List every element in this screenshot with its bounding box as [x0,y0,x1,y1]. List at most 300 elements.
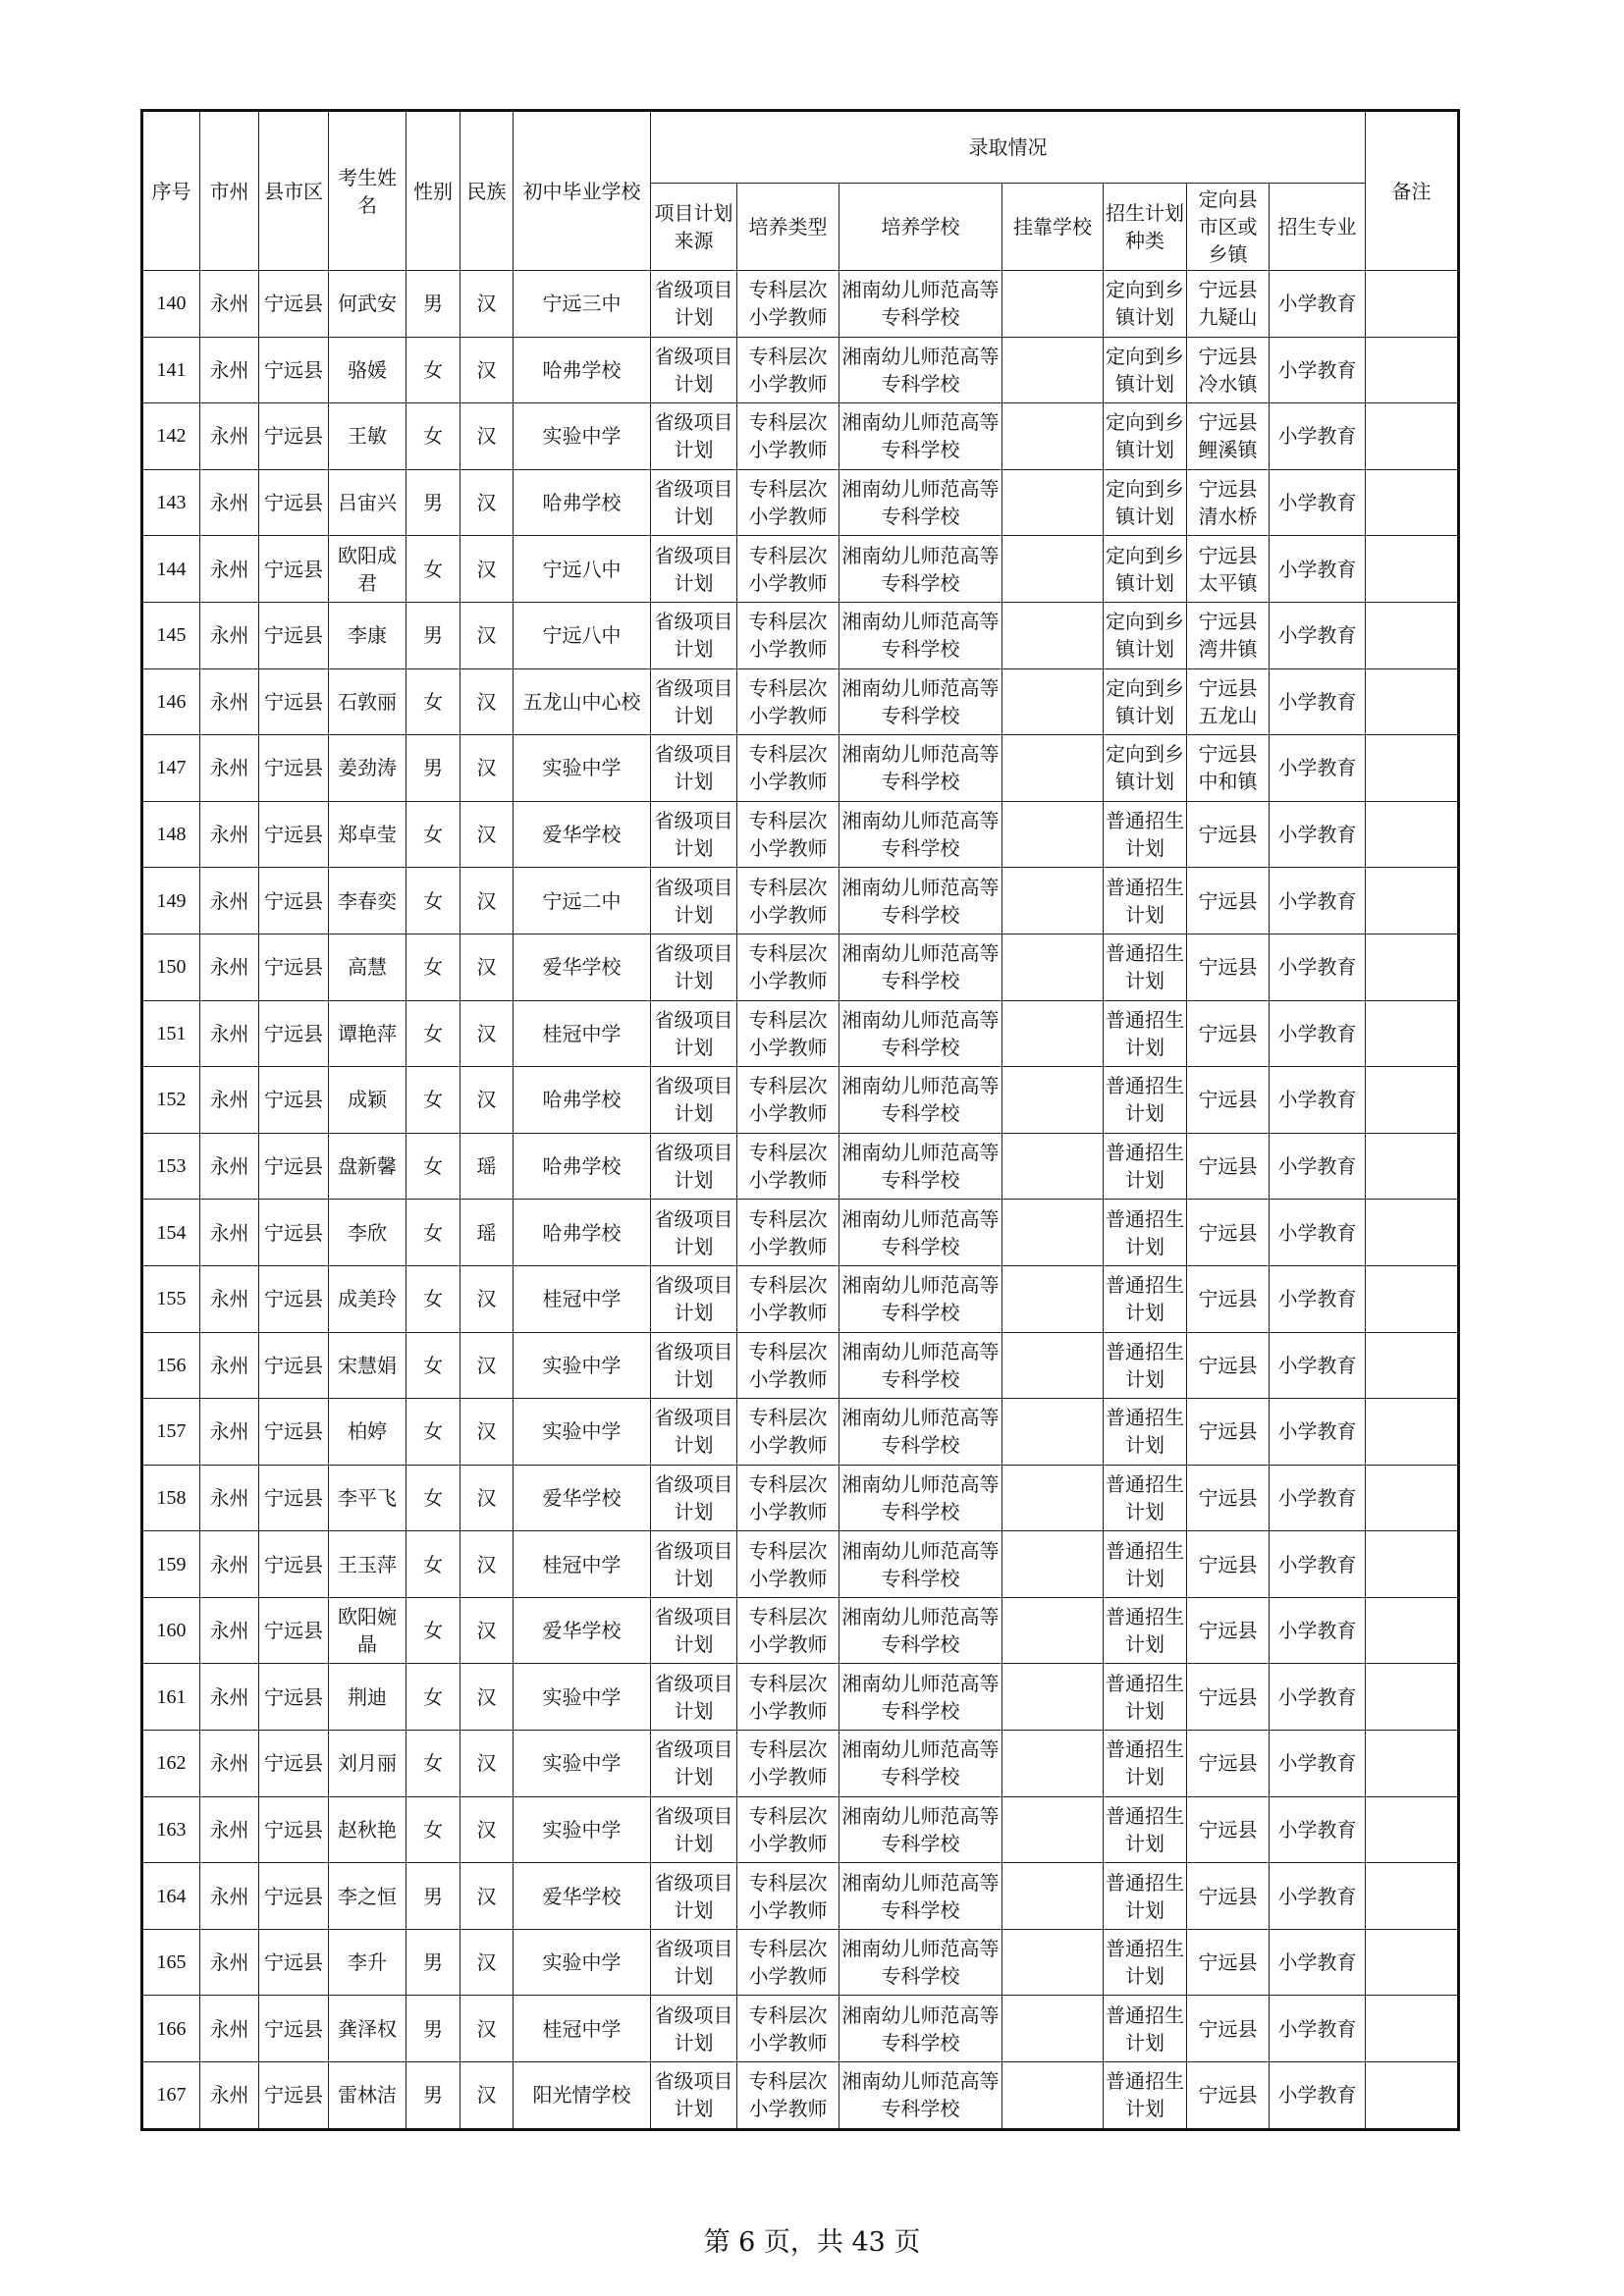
remarks-cell [1366,1465,1459,1531]
table-row [142,1664,1459,1731]
major-cell-text: 小学教育 [1277,1751,1357,1776]
training-school-cell [839,934,1002,1000]
city-cell-text: 永州 [209,756,249,780]
remarks-cell [1366,1000,1459,1067]
training-type-cell-text: 专科层次小学教师 [748,2069,828,2121]
plan-type-cell-text: 定向到乡镇计划 [1106,610,1184,662]
table-row [142,469,1459,536]
plan-type-cell-text: 普通招生计划 [1106,1737,1184,1789]
target-area-cell [1187,469,1270,536]
affiliated-school-cell [1002,337,1104,403]
city-cell [200,668,259,735]
training-type-cell [737,469,839,536]
header-middle-school: 初中毕业学校 [514,111,651,271]
target-area-cell [1187,1863,1270,1930]
training-type-cell [737,271,839,338]
gender-cell [406,1863,460,1930]
remarks-cell [1366,1133,1459,1200]
major-cell-text: 小学教育 [1277,1021,1357,1045]
affiliated-school-cell [1002,1000,1104,1067]
city-cell-text: 永州 [209,557,249,581]
target-area-cell [1187,1731,1270,1797]
target-area-cell-text: 宁远县五龙山 [1198,675,1258,727]
city-cell [200,1000,259,1067]
city-cell [200,1399,259,1466]
target-area-cell [1187,1265,1270,1332]
county-cell [259,1332,329,1399]
affiliated-school-cell [1002,536,1104,603]
plan-type-cell [1104,271,1187,338]
major-cell-text: 小学教育 [1277,2083,1357,2108]
ethnicity-cell-text: 汉 [476,1619,497,1643]
county-cell-text: 宁远县 [264,1485,323,1510]
seq-cell-text: 146 [156,690,187,713]
name-cell [329,668,406,735]
header-remarks: 备注 [1366,111,1459,271]
city-cell-text: 永州 [209,1419,249,1444]
gender-cell-text: 女 [423,1485,443,1510]
city-cell-text: 永州 [209,1353,249,1377]
training-school-cell-text: 湘南幼儿师范高等专科学校 [841,1007,1000,1059]
county-cell-text: 宁远县 [264,1353,323,1377]
name-cell [329,403,406,470]
target-area-cell-text: 宁远县 [1198,1485,1258,1510]
county-cell [259,1133,329,1200]
gender-cell-text: 女 [423,1751,443,1776]
training-school-cell [839,668,1002,735]
gender-cell-text: 男 [423,756,443,780]
county-cell-text: 宁远县 [264,1684,323,1709]
plan-type-cell [1104,2062,1187,2130]
training-school-cell-text: 湘南幼儿师范高等专科学校 [841,1870,1000,1922]
middle-school-cell-text: 桂冠中学 [542,1021,622,1045]
training-type-cell-text: 专科层次小学教师 [748,477,828,529]
county-cell [259,1929,329,1996]
county-cell-text: 宁远县 [264,756,323,780]
name-cell [329,1664,406,1731]
training-school-cell-text: 湘南幼儿师范高等专科学校 [841,410,1000,462]
training-school-cell [839,1731,1002,1797]
ethnicity-cell [460,934,514,1000]
remarks-cell [1366,1597,1459,1664]
city-cell-text: 永州 [209,689,249,714]
plan-source-cell [651,1863,737,1930]
affiliated-school-cell [1002,1796,1104,1863]
major-cell [1270,1000,1366,1067]
city-cell-text: 永州 [209,1088,249,1112]
seq-cell-text: 142 [156,425,187,448]
name-cell-text: 石敦丽 [338,689,397,714]
training-type-cell-text: 专科层次小学教师 [748,1937,828,1989]
gender-cell [406,1664,460,1731]
remarks-cell [1366,1067,1459,1134]
middle-school-cell-text: 桂冠中学 [542,1552,622,1576]
name-cell-text: 欧阳婉晶 [338,1605,397,1657]
middle-school-cell [514,1067,651,1134]
plan-source-cell-text: 省级项目计划 [654,2002,733,2055]
county-cell-text: 宁远县 [264,357,323,382]
target-area-cell-text: 宁远县 [1198,1088,1258,1112]
ethnicity-cell-text: 瑶 [476,1220,497,1245]
training-school-cell-text: 湘南幼儿师范高等专科学校 [841,941,1000,993]
plan-source-cell-text: 省级项目计划 [654,344,733,396]
plan-type-cell-text: 普通招生计划 [1106,2002,1184,2055]
training-type-cell-text: 专科层次小学教师 [748,1605,828,1657]
gender-cell-text: 女 [423,357,443,382]
name-cell [329,1332,406,1399]
target-area-cell-text: 宁远县 [1198,1817,1258,1842]
table-body [142,271,1459,2130]
major-cell [1270,536,1366,603]
header-ethnicity: 民族 [460,111,514,271]
middle-school-cell-text: 实验中学 [542,1684,622,1709]
remarks-cell [1366,536,1459,603]
training-school-cell [839,536,1002,603]
gender-cell [406,1929,460,1996]
county-cell-text: 宁远县 [264,1287,323,1311]
middle-school-cell [514,1133,651,1200]
seq-cell-text: 140 [156,293,187,315]
plan-source-cell [651,1996,737,2062]
target-area-cell [1187,602,1270,668]
plan-type-cell-text: 普通招生计划 [1106,1471,1184,1523]
training-type-cell [737,403,839,470]
seq-cell [142,1265,200,1332]
seq-cell-text: 156 [156,1354,187,1376]
major-cell [1270,602,1366,668]
ethnicity-cell-text: 汉 [476,1950,497,1975]
county-cell-text: 宁远县 [264,1884,323,1908]
plan-source-cell-text: 省级项目计划 [654,1339,733,1391]
seq-cell [142,934,200,1000]
training-type-cell [737,1265,839,1332]
table-row [142,1731,1459,1797]
county-cell-text: 宁远县 [264,292,323,316]
gender-cell [406,403,460,470]
plan-source-cell [651,1796,737,1863]
gender-cell [406,1067,460,1134]
name-cell-text: 刘月丽 [338,1751,397,1776]
plan-type-cell-text: 普通招生计划 [1106,1141,1184,1193]
ethnicity-cell-text: 汉 [476,823,497,847]
major-cell-text: 小学教育 [1277,557,1357,581]
ethnicity-cell-text: 汉 [476,955,497,980]
county-cell [259,1531,329,1598]
seq-cell [142,1597,200,1664]
seq-cell-text: 149 [156,889,187,912]
seq-cell [142,1000,200,1067]
seq-cell-text: 148 [156,824,187,846]
training-type-cell [737,1731,839,1797]
major-cell-text: 小学教育 [1277,1684,1357,1709]
name-cell [329,1597,406,1664]
remarks-cell [1366,801,1459,868]
plan-type-cell [1104,1200,1187,1266]
ethnicity-cell-text: 汉 [476,1088,497,1112]
middle-school-cell-text: 爱华学校 [542,955,622,980]
plan-source-cell-text: 省级项目计划 [654,1471,733,1523]
plan-type-cell [1104,536,1187,603]
major-cell-text: 小学教育 [1277,424,1357,449]
plan-type-cell-text: 定向到乡镇计划 [1106,742,1184,794]
county-cell-text: 宁远县 [264,1552,323,1576]
major-cell [1270,1133,1366,1200]
city-cell [200,602,259,668]
name-cell [329,337,406,403]
target-area-cell-text: 宁远县 [1198,2083,1258,2108]
name-cell [329,1465,406,1531]
major-cell-text: 小学教育 [1277,1353,1357,1377]
target-area-cell-text: 宁远县 [1198,823,1258,847]
affiliated-school-cell [1002,1265,1104,1332]
target-area-cell-text: 宁远县 [1198,1619,1258,1643]
plan-source-cell [651,2062,737,2130]
header-admission: 录取情况 [651,111,1366,184]
training-school-cell-text: 湘南幼儿师范高等专科学校 [841,477,1000,529]
plan-source-cell-text: 省级项目计划 [654,543,733,595]
training-school-cell-text: 湘南幼儿师范高等专科学校 [841,1605,1000,1657]
gender-cell [406,1597,460,1664]
middle-school-cell [514,1465,651,1531]
name-cell [329,934,406,1000]
plan-source-cell [651,801,737,868]
middle-school-cell-text: 五龙山中心校 [522,689,641,714]
gender-cell-text: 女 [423,1154,443,1179]
target-area-cell [1187,1399,1270,1466]
major-cell-text: 小学教育 [1277,689,1357,714]
middle-school-cell [514,1731,651,1797]
seq-cell-text: 165 [156,1951,187,1974]
plan-type-cell-text: 普通招生计划 [1106,941,1184,993]
affiliated-school-cell [1002,1200,1104,1266]
major-cell-text: 小学教育 [1277,1485,1357,1510]
county-cell [259,1399,329,1466]
plan-source-cell-text: 省级项目计划 [654,1937,733,1989]
city-cell [200,1796,259,1863]
affiliated-school-cell [1002,2062,1104,2130]
gender-cell [406,1996,460,2062]
plan-source-cell-text: 省级项目计划 [654,1671,733,1723]
training-school-cell [839,337,1002,403]
plan-source-cell [651,469,737,536]
seq-cell [142,271,200,338]
plan-type-cell-text: 普通招生计划 [1106,1339,1184,1391]
ethnicity-cell [460,337,514,403]
target-area-cell-text: 宁远县 [1198,2016,1258,2041]
plan-source-cell [651,1597,737,1664]
county-cell [259,1597,329,1664]
seq-cell-text: 167 [156,2084,187,2107]
ethnicity-cell [460,1531,514,1598]
header-major: 招生专业 [1270,184,1366,271]
training-school-cell [839,868,1002,934]
target-area-cell [1187,271,1270,338]
name-cell-text: 谭艳萍 [338,1021,397,1045]
middle-school-cell [514,1796,651,1863]
county-cell-text: 宁远县 [264,424,323,449]
training-type-cell-text: 专科层次小学教师 [748,1007,828,1059]
target-area-cell-text: 宁远县清水桥 [1198,477,1258,529]
target-area-cell-text: 宁远县太平镇 [1198,543,1258,595]
county-cell-text: 宁远县 [264,1817,323,1842]
major-cell-text: 小学教育 [1277,623,1357,648]
ethnicity-cell [460,1067,514,1134]
gender-cell-text: 女 [423,888,443,913]
seq-cell-text: 145 [156,624,187,647]
ethnicity-cell-text: 汉 [476,424,497,449]
gender-cell [406,934,460,1000]
table-row [142,1000,1459,1067]
gender-cell-text: 女 [423,1220,443,1245]
middle-school-cell-text: 哈弗学校 [542,491,622,515]
name-cell [329,1265,406,1332]
training-school-cell-text: 湘南幼儿师范高等专科学校 [841,1538,1000,1590]
major-cell [1270,735,1366,802]
ethnicity-cell-text: 汉 [476,1817,497,1842]
remarks-cell [1366,403,1459,470]
training-school-cell [839,1265,1002,1332]
ethnicity-cell-text: 汉 [476,2016,497,2041]
training-type-cell-text: 专科层次小学教师 [748,1803,828,1855]
ethnicity-cell-text: 汉 [476,1021,497,1045]
plan-source-cell [651,1399,737,1466]
gender-cell [406,1332,460,1399]
ethnicity-cell-text: 汉 [476,557,497,581]
gender-cell-text: 女 [423,557,443,581]
gender-cell [406,868,460,934]
plan-type-cell [1104,1929,1187,1996]
plan-type-cell-text: 普通招生计划 [1106,1406,1184,1458]
county-cell-text: 宁远县 [264,1154,323,1179]
name-cell [329,1929,406,1996]
ethnicity-cell [460,403,514,470]
county-cell [259,469,329,536]
remarks-cell [1366,469,1459,536]
name-cell-text: 李春奕 [338,888,397,913]
training-school-cell [839,1133,1002,1200]
training-type-cell [737,602,839,668]
ethnicity-cell [460,735,514,802]
training-type-cell [737,1332,839,1399]
city-cell-text: 永州 [209,888,249,913]
major-cell [1270,1465,1366,1531]
training-school-cell [839,403,1002,470]
affiliated-school-cell [1002,1731,1104,1797]
city-cell-text: 永州 [209,1485,249,1510]
ethnicity-cell-text: 汉 [476,491,497,515]
target-area-cell [1187,1664,1270,1731]
major-cell-text: 小学教育 [1277,1950,1357,1975]
training-type-cell-text: 专科层次小学教师 [748,278,828,330]
gender-cell-text: 女 [423,1287,443,1311]
plan-type-cell-text: 定向到乡镇计划 [1106,278,1184,330]
training-school-cell [839,1200,1002,1266]
training-school-cell-text: 湘南幼儿师范高等专科学校 [841,2002,1000,2055]
plan-type-cell-text: 普通招生计划 [1106,1007,1184,1059]
training-school-cell [839,1929,1002,1996]
major-cell [1270,1664,1366,1731]
major-cell [1270,934,1366,1000]
gender-cell-text: 男 [423,2083,443,2108]
name-cell-text: 成美玲 [338,1287,397,1311]
training-type-cell [737,1200,839,1266]
target-area-cell-text: 宁远县 [1198,1751,1258,1776]
middle-school-cell [514,1200,651,1266]
affiliated-school-cell [1002,1996,1104,2062]
training-school-cell-text: 湘南幼儿师范高等专科学校 [841,1737,1000,1789]
remarks-cell [1366,668,1459,735]
gender-cell [406,602,460,668]
gender-cell [406,801,460,868]
city-cell [200,1133,259,1200]
table-row [142,1531,1459,1598]
header-gender: 性别 [406,111,460,271]
training-school-cell [839,735,1002,802]
plan-source-cell [651,1332,737,1399]
training-type-cell [737,1465,839,1531]
affiliated-school-cell [1002,271,1104,338]
major-cell-text: 小学教育 [1277,1619,1357,1643]
remarks-cell [1366,735,1459,802]
plan-type-cell-text: 普通招生计划 [1106,1870,1184,1922]
county-cell-text: 宁远县 [264,557,323,581]
county-cell [259,536,329,603]
county-cell [259,868,329,934]
ethnicity-cell-text: 汉 [476,756,497,780]
plan-type-cell [1104,934,1187,1000]
target-area-cell [1187,801,1270,868]
remarks-cell [1366,1531,1459,1598]
plan-type-cell [1104,868,1187,934]
name-cell [329,602,406,668]
middle-school-cell-text: 实验中学 [542,756,622,780]
name-cell-text: 李欣 [348,1220,387,1245]
training-school-cell [839,801,1002,868]
plan-type-cell [1104,602,1187,668]
plan-source-cell [651,668,737,735]
middle-school-cell [514,469,651,536]
name-cell-text: 柏婷 [348,1419,387,1444]
city-cell [200,1929,259,1996]
training-school-cell-text: 湘南幼儿师范高等专科学校 [841,1671,1000,1723]
training-type-cell-text: 专科层次小学教师 [748,1538,828,1590]
target-area-cell-text: 宁远县 [1198,1353,1258,1377]
plan-type-cell-text: 定向到乡镇计划 [1106,675,1184,727]
name-cell-text: 何武安 [338,292,397,316]
plan-source-cell-text: 省级项目计划 [654,1538,733,1590]
name-cell [329,2062,406,2130]
middle-school-cell [514,403,651,470]
seq-cell-text: 143 [156,492,187,514]
name-cell-text: 王玉萍 [338,1552,397,1576]
gender-cell [406,469,460,536]
name-cell [329,271,406,338]
city-cell-text: 永州 [209,1684,249,1709]
name-cell-text: 姜劲涛 [338,756,397,780]
seq-cell [142,1067,200,1134]
city-cell-text: 永州 [209,1817,249,1842]
seq-cell [142,1929,200,1996]
city-cell [200,1597,259,1664]
middle-school-cell-text: 宁远八中 [542,557,622,581]
target-area-cell-text: 宁远县 [1198,1419,1258,1444]
county-cell [259,1996,329,2062]
name-cell-text: 李之恒 [338,1884,397,1908]
target-area-cell [1187,1000,1270,1067]
target-area-cell [1187,1465,1270,1531]
gender-cell-text: 女 [423,1619,443,1643]
target-area-cell-text: 宁远县 [1198,1552,1258,1576]
